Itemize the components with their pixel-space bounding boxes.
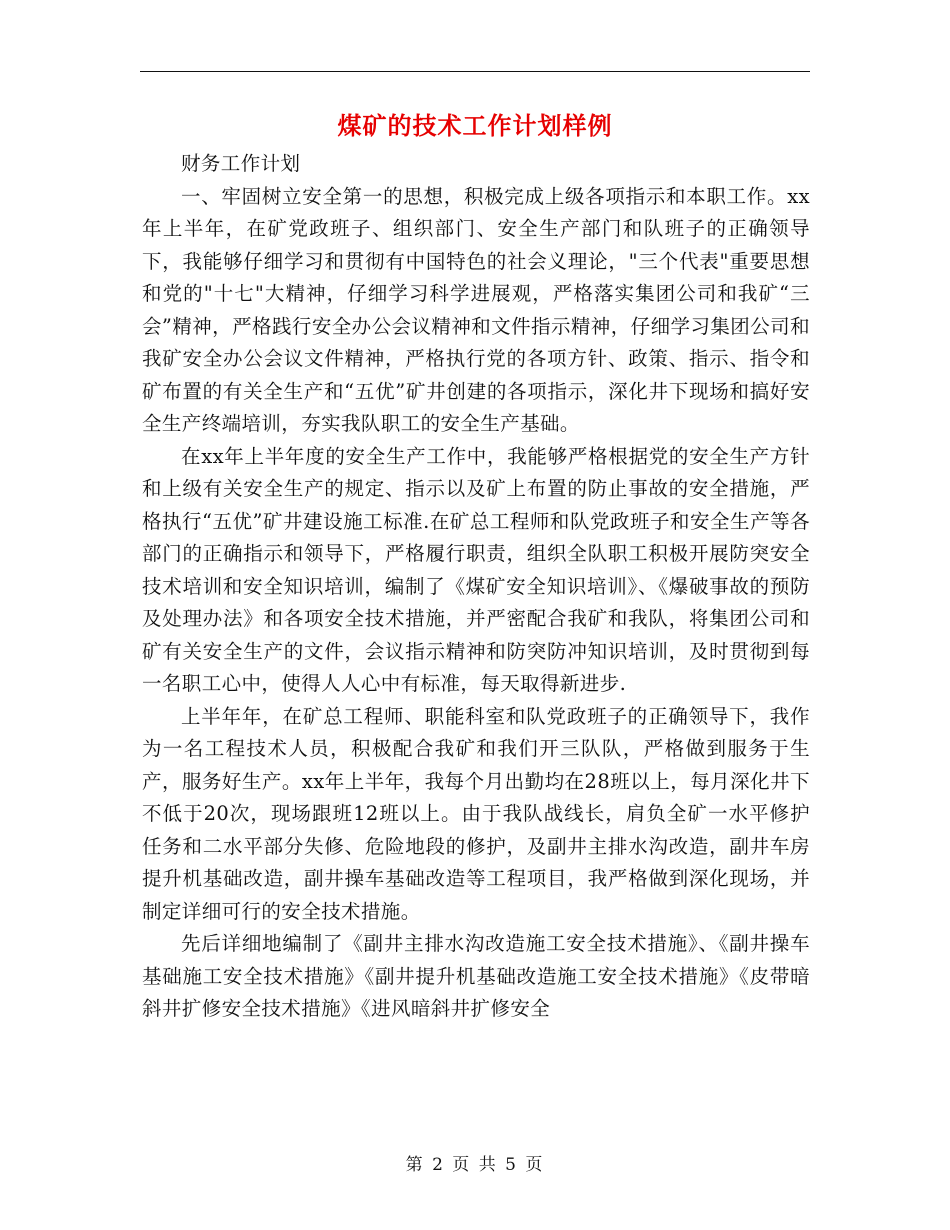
- paragraph: 上半年年，在矿总工程师、职能科室和队党政班子的正确领导下，我作为一名工程技术人员，积极配合我矿和我们开三队队，严格做到服务于生产，服务好生产。xx年上半年，我每个月出勤均在28班以上，每月深化井下不低于20次，现场跟班12班以上。由于我队战线长，肩负全矿一水平修护任务和二水平部分失修、危险地段的修护，及副井主排水沟改造，副井车房提升机基础改造，副井操车基础改造等工程项目，我严格做到深化现场，并制定详细可行的安全技术措施。: [142, 704, 810, 923]
- document-body: [142, 148, 810, 1026]
- header-rule: [140, 71, 810, 72]
- paragraph: 在xx年上半年度的安全生产工作中，我能够严格根据党的安全生产方针和上级有关安全生产的规定、指示以及矿上布置的防止事故的安全措施，严格执行“五优”矿井建设施工标准.在矿总工程师和队党政班子和安全生产等各部门的正确指示和领导下，严格履行职责，组织全队职工积极开展防突安全技术培训和安全知识培训，编制了《煤矿安全知识培训》、《爆破事故的预防及处理办法》和各项安全技术措施，并严密配合我矿和我队，将集团公司和矿有关安全生产的文件，会议指示精神和防突防冲知识培训，及时贯彻到每一名职工心中，使得人人心中有标准，每天取得新进步.: [142, 444, 810, 695]
- paragraph: 先后详细地编制了《副井主排水沟改造施工安全技术措施》、《副井操车基础施工安全技术措施》《副井提升机基础改造施工安全技术措施》《皮带暗斜井扩修安全技术措施》《进风暗斜井扩修安全: [142, 932, 810, 1020]
- page-number-footer: 第 2 页 共 5 页: [405, 1155, 545, 1175]
- paragraph-heading: 财务工作计划: [181, 152, 301, 175]
- paragraph: 一、牢固树立安全第一的思想，积极完成上级各项指示和本职工作。xx年上半年，在矿党政班子、组织部门、安全生产部门和队班子的正确领导下，我能够仔细学习和贯彻有中国特色的社会义理论，"三个代表"重要思想和党的"十七"大精神，仔细学习科学进展观，严格落实集团公司和我矿“三会”精神，严格践行安全办公会议精神和文件指示精神，仔细学习集团公司和我矿安全办公会议文件精神，严格执行党的各项方针、政策、指示、指令和矿布置的有关全生产和“五优”矿井创建的各项指示，深化井下现场和搞好安全生产终端培训，夯实我队职工的安全生产基础。: [142, 184, 810, 435]
- document-title: 煤矿的技术工作计划样例: [337, 111, 613, 140]
